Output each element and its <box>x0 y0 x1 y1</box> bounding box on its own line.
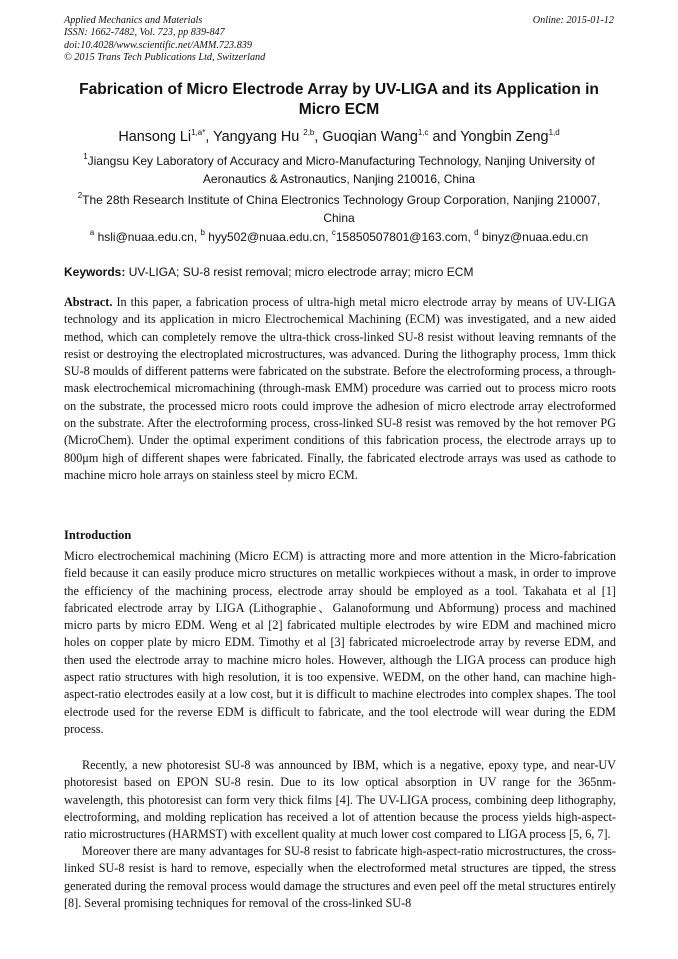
author-affil-sup: 2,b <box>303 128 315 137</box>
affiliation-1: $^1$Jiangsu Key Laboratory of Accuracy and Micro-Manufacturing Technology, Nanjing University of Aeronautics & Astronautics, Nanjing 210016, China <box>83 152 595 186</box>
abstract-text: In this paper, a fabrication process of ultra-high metal micro electrode array by means of UV-LIGA technology and its application in micro Electrochemical Machining (ECM) was investigated, and a new aided method, which can completely remove the ultra-thick cross-linked SU-8 resist without leaving remnants of the resist or destroying the electroplated microstructures, was advanced. During the lithography process, 1mm thick SU-8 moulds of different patterns were fabricated on the substrate. Before the electroforming process, a through-mask electrochemical micromachining (through-mask EMM) procedure was carried out to process micro roots on the substrate, the processed micro roots could improve the adhesion of micro electrode array electroformed on the substrate. After the electroforming process, cross-linked SU-8 resist was removed by the hot remover PG (MicroChem). Under the optimal experiment conditions of this fabrication process, the electrode arrays up to 800μm high of different shapes were fabricated. Finally, the fabricated electrode arrays was used as cathode to machine micro hole arrays on stainless steel by micro ECM. <box>64 295 616 482</box>
author-name: Yongbin Zeng <box>460 129 549 145</box>
intro-paragraph-1: Micro electrochemical machining (Micro ECM) is attracting more and more attention in the Micro-fabrication field because it can easily produce micro structures on metallic workpieces without a mask, in order to improve the efficiency of the machining process, electrode array should be employed as a tool. Takahata et al [1] fabricated electrode array by LIGA (Lithographie、Galanoformung und Abformung) process and machined micro parts by micro EDM. Weng et al [2] fabricated multiple electrodes by wire EDM and machined micro holes on copper plate by micro EDM. Timothy et al [3] fabricated microelectrode array by reverse EDM, and then used the electrode array to machine micro holes. However, although the LIGA process can produce high aspect ratio structures with high resolution, it is too expensive. WEDM, on the other hand, can machine high-aspect-ratio electrodes easily at a low cost, but it is difficult to machine electrodes into complex shapes. The tool electrode used for the reverse EDM is difficult to fabricate, and the tool electrode will wear during the EDM process. <box>64 549 616 736</box>
email-link[interactable]: hyy502@nuaa.edu.cn, <box>204 230 332 244</box>
author-affil-sup: 1,d <box>548 128 560 137</box>
section-heading-introduction: Introduction <box>64 528 132 542</box>
author-name: Guoqian Wang <box>322 129 418 145</box>
abstract <box>64 294 616 484</box>
keywords-text: UV-LIGA; SU-8 resist removal; micro electrode array; micro ECM <box>125 265 474 279</box>
copyright-line: © 2015 Trans Tech Publications Ltd, Switzerland <box>64 52 266 64</box>
email-link[interactable]: hsli@nuaa.edu.cn, <box>94 230 201 244</box>
affiliation-2: $^2$The 28th Research Institute of China Electronics Technology Group Corporation, Nanjing 210007, China <box>77 191 601 225</box>
author-affil-sup: 1,a* <box>191 128 206 137</box>
journal-name: Applied Mechanics and Materials <box>64 15 203 26</box>
issn-line: ISSN: 1662-7482, Vol. 723, pp 839-847 <box>64 27 225 39</box>
intro-paragraph-2: Recently, a new photoresist SU-8 was announced by IBM, which is a negative, epoxy type, and near-UV photoresist based on EPON SU-8 resin. Due to its low optical absorption in UV range for the 365nm-wavelength, this photoresist can form very thick films [4]. The UV-LIGA process, combining deep lithography, electroforming, and molding replication has received a lot of attention because the process yields high-aspect-ratio microstructures (HARMST) with excellent quality at much lower cost compared to LIGA process [5, 6, 7]. <box>64 758 616 842</box>
author-name: Yangyang Hu <box>213 129 304 145</box>
author-list: Hansong $Li^{1,a*}$, Yangyang Hu $^{2,b}$, Guoqian Wang$^{1,c}$ and Yongbin Zeng$^{1,d}$ <box>118 128 560 145</box>
email-list: $^a$ hsli@nuaa.edu.cn, $^b$ hyy502@nuaa.edu.cn, $^c$15850507801@163.com, $^d$ binyz@nuaa.edu.cn <box>89 228 589 244</box>
paper-title: Fabrication of Micro Electrode Array by UV-LIGA and its Application in Micro ECM <box>79 81 599 118</box>
email-link[interactable]: binyz@nuaa.edu.cn <box>478 230 589 244</box>
abstract-label: Abstract. <box>64 295 113 309</box>
keywords <box>64 264 616 280</box>
keywords-label: Keywords: <box>64 265 126 279</box>
doi-line: doi:10.4028/www.scientific.net/AMM.723.839 <box>64 39 252 51</box>
author-name: Hansong Li <box>118 129 192 145</box>
email-link[interactable]: 15850507801@163.com, <box>335 230 475 244</box>
online-date: Online: 2015-01-12 <box>532 15 614 26</box>
journal-header <box>64 15 265 65</box>
intro-paragraph-3: Moreover there are many advantages for SU-8 resist to fabricate high-aspect-ratio microstructures, the cross-linked SU-8 resist is hard to remove, especially when the electroformed metal structures are tipped, the stress generated during the removal process would damage the structures and even peel off the metal structures entirely [8]. Several promising techniques for removal of the cross-linked SU-8 <box>64 844 616 910</box>
author-affil-sup: 1,c <box>417 128 429 137</box>
